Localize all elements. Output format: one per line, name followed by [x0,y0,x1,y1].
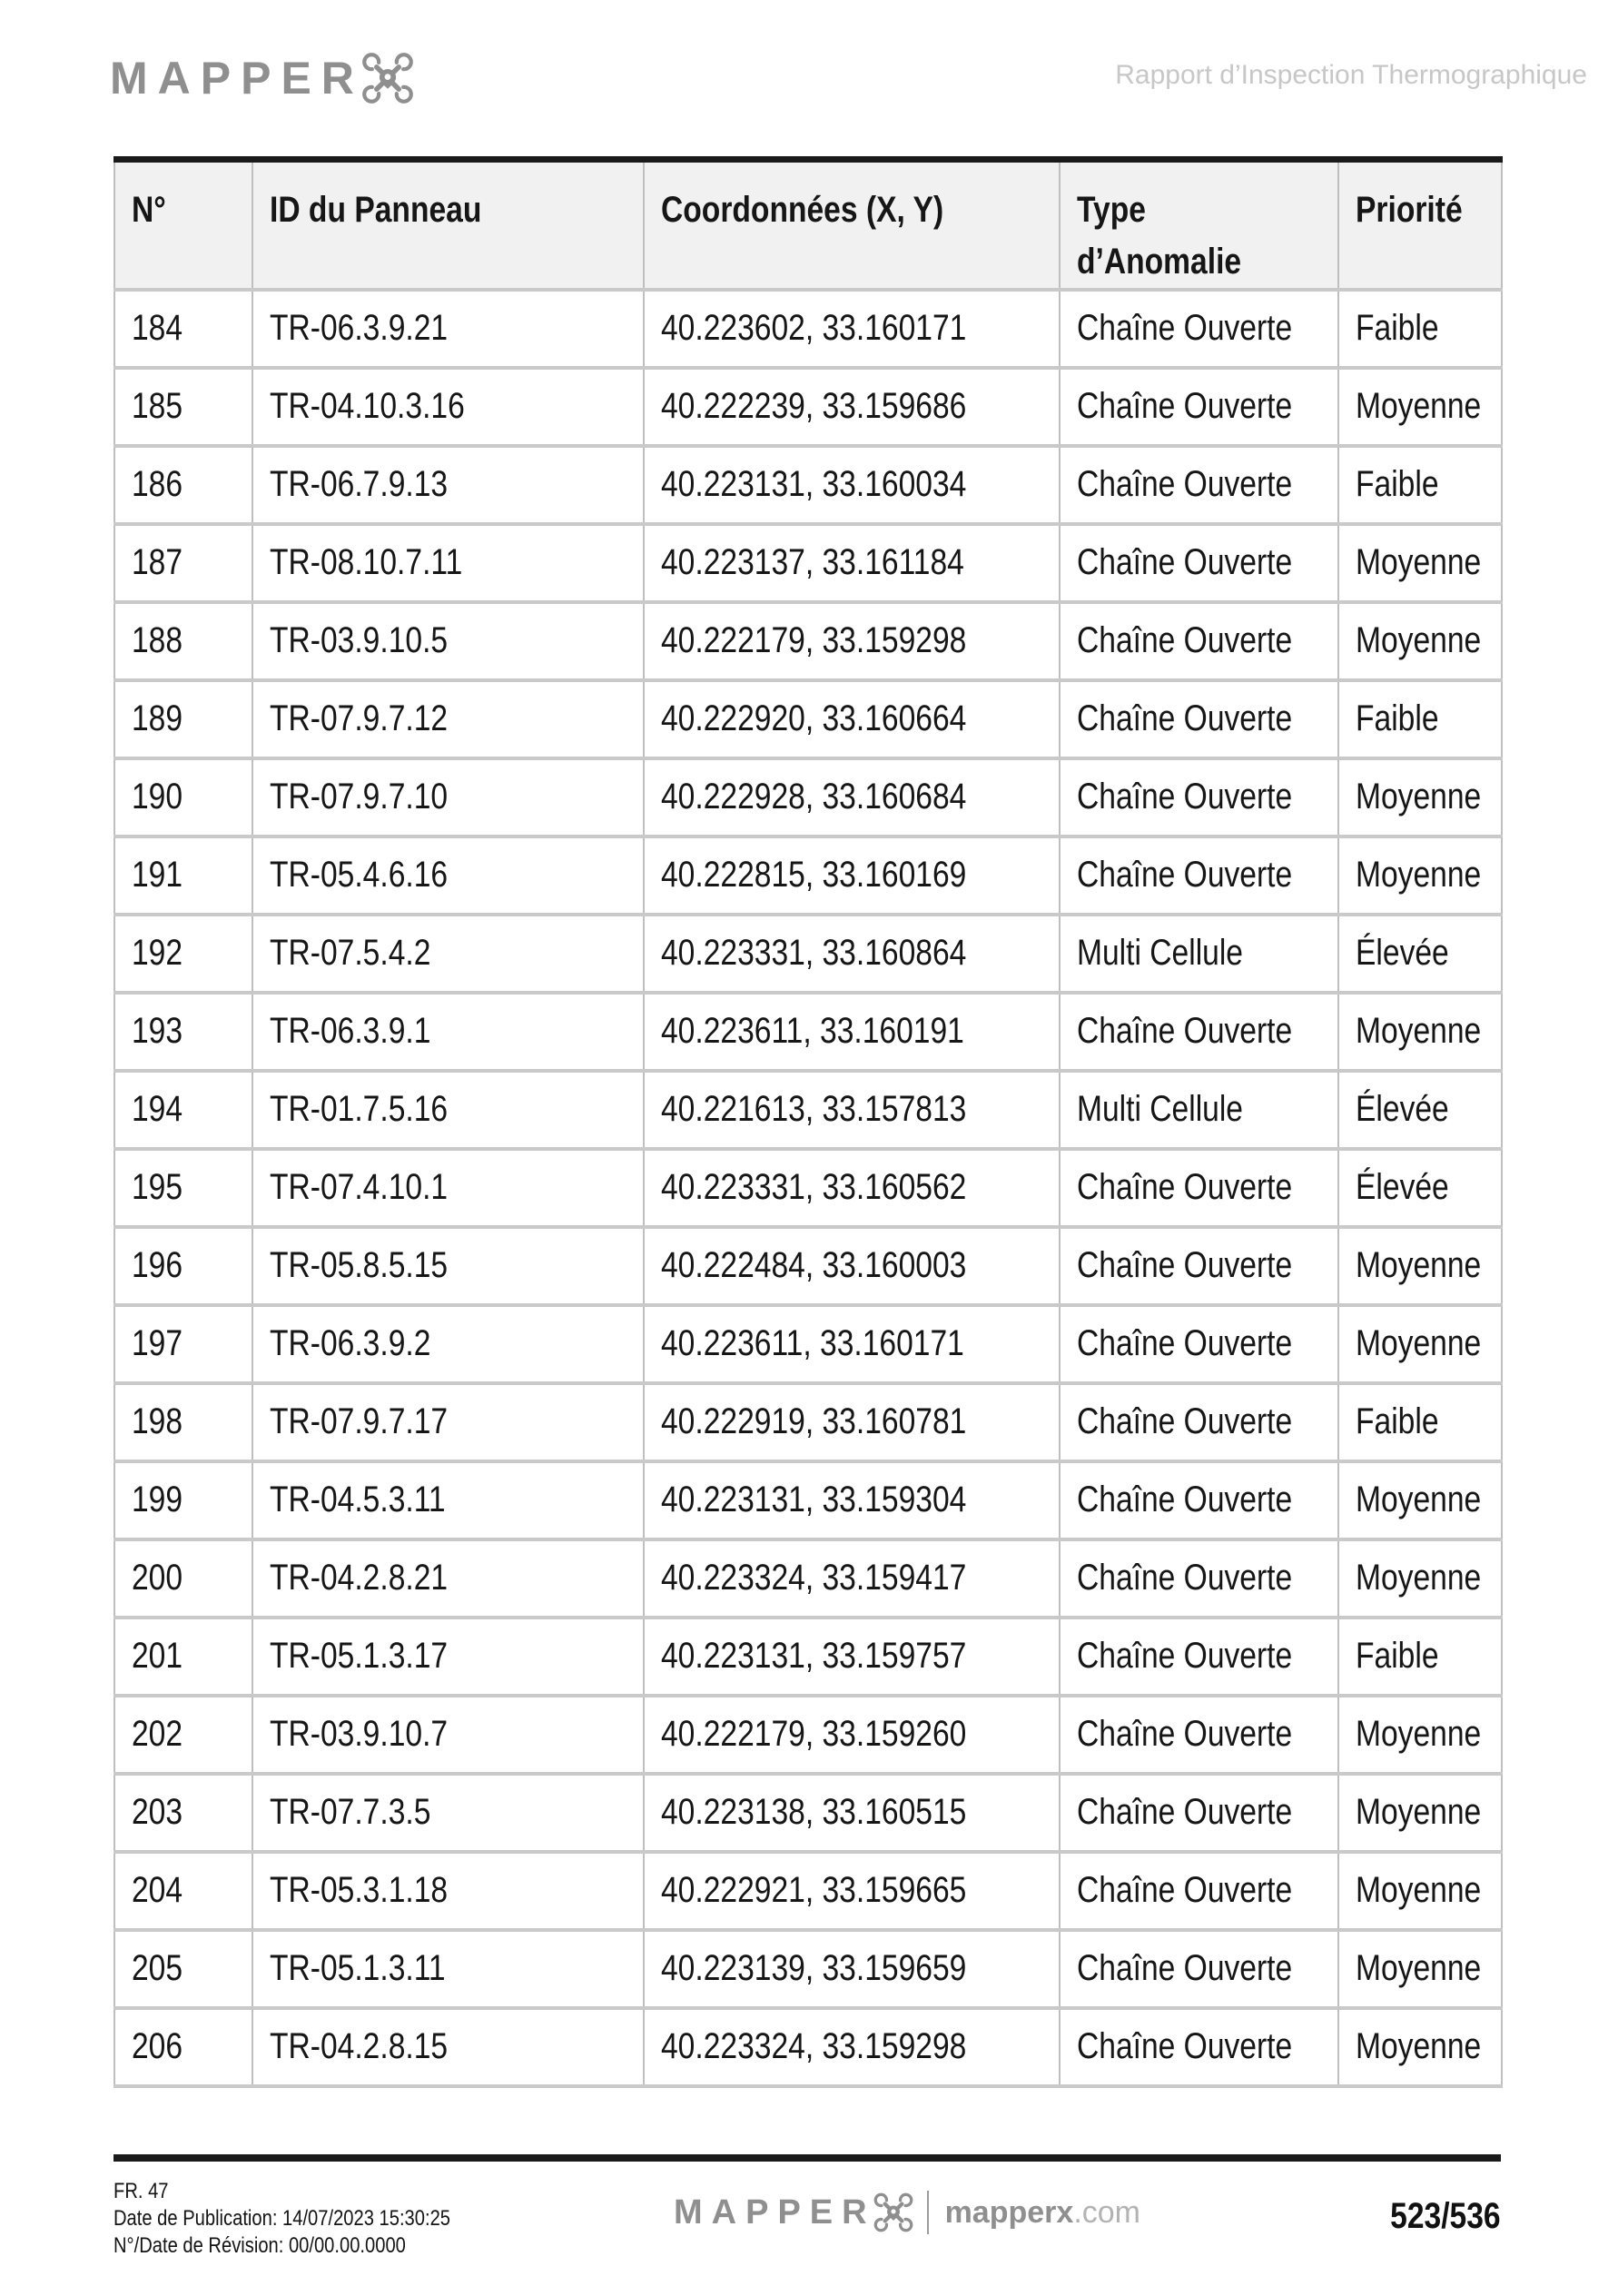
table-row [114,2008,1502,2086]
cell-priority: Moyenne [1356,542,1482,583]
cell-panel-id: TR-06.7.9.13 [270,464,449,505]
cell-priority: Faible [1356,1401,1439,1442]
cell-coordinates: 40.222921, 33.159665 [661,1870,967,1911]
cell-num: 190 [132,777,183,817]
cell-num: 185 [132,386,183,427]
cell-coordinates: 40.223324, 33.159417 [661,1558,967,1598]
cell-anomaly-type: Chaîne Ouverte [1077,1714,1293,1755]
cell-coordinates: 40.223137, 33.161184 [661,542,964,583]
cell-panel-id: TR-06.3.9.21 [270,308,449,349]
cell-coordinates: 40.222920, 33.160664 [661,698,967,739]
cell-anomaly-type: Chaîne Ouverte [1077,1401,1293,1442]
table-row [114,915,1502,993]
cell-panel-id: TR-05.1.3.11 [270,1948,446,1989]
cell-num: 201 [132,1636,183,1677]
cell-coordinates: 40.223139, 33.159659 [661,1948,967,1989]
cell-coordinates: 40.223138, 33.160515 [661,1792,967,1833]
cell-priority: Moyenne [1356,2026,1482,2067]
cell-panel-id: TR-03.9.10.5 [270,620,449,661]
cell-panel-id: TR-05.1.3.17 [270,1636,449,1677]
cell-priority: Moyenne [1356,1011,1482,1052]
cell-anomaly-type: Chaîne Ouverte [1077,620,1293,661]
cell-anomaly-type: Chaîne Ouverte [1077,542,1293,583]
cell-priority: Moyenne [1356,777,1482,817]
footer-website [945,2197,1140,2228]
cell-panel-id: TR-05.3.1.18 [270,1870,449,1911]
table-row [114,602,1502,680]
cell-priority: Moyenne [1356,1245,1482,1286]
col-header-num: N° [132,190,166,230]
cell-coordinates: 40.222239, 33.159686 [661,386,967,427]
cell-priority: Moyenne [1356,1480,1482,1520]
cell-priority: Faible [1356,308,1439,349]
cell-num: 204 [132,1870,183,1911]
table-row [114,1852,1502,1930]
cell-num: 184 [132,308,183,349]
cell-priority: Moyenne [1356,1323,1482,1364]
cell-coordinates: 40.222179, 33.159260 [661,1714,967,1755]
cell-num: 186 [132,464,183,505]
revision-date: N°/Date de Révision: 00/00.00.0000 [113,2233,406,2258]
cell-num: 203 [132,1792,183,1833]
cell-coordinates: 40.222179, 33.159298 [661,620,967,661]
cell-coordinates: 40.223131, 33.159304 [661,1480,967,1520]
cell-num: 195 [132,1167,183,1208]
table-row [114,1149,1502,1227]
cell-priority: Moyenne [1356,1792,1482,1833]
cell-coordinates: 40.221613, 33.157813 [661,1089,967,1130]
cell-panel-id: TR-04.2.8.21 [270,1558,449,1598]
cell-priority: Faible [1356,698,1439,739]
table-row [114,1071,1502,1149]
table-header-row [114,160,1502,290]
cell-panel-id: TR-04.2.8.15 [270,2026,449,2067]
table-row [114,993,1502,1071]
cell-num: 197 [132,1323,183,1364]
table-row [114,1305,1502,1383]
col-header-priority: Priorité [1356,190,1463,230]
footer-brand [674,2191,1140,2234]
cell-panel-id: TR-06.3.9.2 [270,1323,431,1364]
table-row [114,1383,1502,1461]
cell-priority: Élevée [1356,933,1449,974]
table-row [114,368,1502,446]
cell-coordinates: 40.222919, 33.160781 [661,1401,967,1442]
cell-panel-id: TR-07.4.10.1 [270,1167,449,1208]
cell-priority: Moyenne [1356,1948,1482,1989]
cell-priority: Faible [1356,464,1439,505]
cell-anomaly-type: Chaîne Ouverte [1077,698,1293,739]
cell-panel-id: TR-04.5.3.11 [270,1480,446,1520]
cell-num: 192 [132,933,183,974]
table-row [114,1774,1502,1852]
cell-anomaly-type: Chaîne Ouverte [1077,464,1293,505]
cell-panel-id: TR-05.4.6.16 [270,855,449,896]
cell-coordinates: 40.223131, 33.160034 [661,464,967,505]
cell-num: 187 [132,542,183,583]
cell-anomaly-type: Chaîne Ouverte [1077,2026,1293,2067]
cell-coordinates: 40.223611, 33.160171 [661,1323,964,1364]
cell-num: 202 [132,1714,183,1755]
cell-anomaly-type: Chaîne Ouverte [1077,1011,1293,1052]
cell-panel-id: TR-06.3.9.1 [270,1011,431,1052]
cell-priority: Moyenne [1356,1870,1482,1911]
cell-panel-id: TR-05.8.5.15 [270,1245,449,1286]
cell-panel-id: TR-01.7.5.16 [270,1089,449,1130]
table-row [114,446,1502,524]
cell-priority: Moyenne [1356,386,1482,427]
col-header-anomaly-type: Type d’Anomalie [1077,190,1242,282]
footer-separator [927,2191,929,2234]
table-row [114,524,1502,602]
footer-site-tld: .com [1073,2195,1140,2230]
table-row [114,290,1502,368]
cell-anomaly-type: Chaîne Ouverte [1077,1167,1293,1208]
cell-panel-id: TR-04.10.3.16 [270,386,465,427]
cell-coordinates: 40.222815, 33.160169 [661,855,967,896]
cell-num: 188 [132,620,183,661]
table-row [114,758,1502,836]
page-number: 523/536 [1390,2196,1501,2236]
table-row [114,836,1502,915]
cell-num: 205 [132,1948,183,1989]
cell-priority: Élevée [1356,1167,1449,1208]
cell-coordinates: 40.223131, 33.159757 [661,1636,967,1677]
cell-panel-id: TR-07.7.3.5 [270,1792,431,1833]
col-header-coordinates: Coordonnées (X, Y) [661,190,944,230]
cell-num: 198 [132,1401,183,1442]
cell-num: 206 [132,2026,183,2067]
cell-anomaly-type: Chaîne Ouverte [1077,1948,1293,1989]
cell-anomaly-type: Chaîne Ouverte [1077,1480,1293,1520]
cell-priority: Moyenne [1356,1558,1482,1598]
cell-panel-id: TR-07.9.7.12 [270,698,449,739]
cell-anomaly-type: Chaîne Ouverte [1077,1323,1293,1364]
table-row [114,1539,1502,1618]
cell-priority: Moyenne [1356,1714,1482,1755]
cell-anomaly-type: Chaîne Ouverte [1077,1792,1293,1833]
cell-priority: Moyenne [1356,620,1482,661]
cell-panel-id: TR-03.9.10.7 [270,1714,449,1755]
cell-coordinates: 40.223611, 33.160191 [661,1011,964,1052]
cell-num: 193 [132,1011,183,1052]
cell-panel-id: TR-07.9.7.17 [270,1401,449,1442]
cell-priority: Élevée [1356,1089,1449,1130]
brand-logo [110,51,415,105]
cell-coordinates: 40.223324, 33.159298 [661,2026,967,2067]
cell-priority: Faible [1356,1636,1439,1677]
cell-num: 196 [132,1245,183,1286]
cell-num: 191 [132,855,183,896]
footer-site-name: mapperx [944,2195,1074,2230]
cell-num: 200 [132,1558,183,1598]
cell-panel-id: TR-08.10.7.11 [270,542,463,583]
cell-coordinates: 40.222928, 33.160684 [661,777,967,817]
table-row [114,1227,1502,1305]
form-code: FR. 47 [113,2179,169,2203]
drone-logo-icon [364,51,415,105]
cell-coordinates: 40.223331, 33.160562 [661,1167,967,1208]
table-row [114,1696,1502,1774]
cell-coordinates: 40.223331, 33.160864 [661,933,967,974]
footer-drone-logo-icon [876,2192,914,2233]
cell-anomaly-type: Chaîne Ouverte [1077,308,1293,349]
cell-coordinates: 40.223602, 33.160171 [661,308,967,349]
cell-coordinates: 40.222484, 33.160003 [661,1245,967,1286]
brand-wordmark: MAPPER [110,53,364,104]
cell-anomaly-type: Chaîne Ouverte [1077,386,1293,427]
footer-rule [113,2154,1501,2162]
table-row [114,680,1502,758]
table-row [114,1461,1502,1539]
cell-anomaly-type: Chaîne Ouverte [1077,1636,1293,1677]
cell-panel-id: TR-07.9.7.10 [270,777,449,817]
cell-priority: Moyenne [1356,855,1482,896]
cell-anomaly-type: Chaîne Ouverte [1077,1558,1293,1598]
cell-num: 189 [132,698,183,739]
cell-anomaly-type: Chaîne Ouverte [1077,855,1293,896]
cell-num: 199 [132,1480,183,1520]
footer-meta [113,2178,515,2260]
col-header-panel-id: ID du Panneau [270,190,482,230]
cell-anomaly-type: Chaîne Ouverte [1077,777,1293,817]
cell-num: 194 [132,1089,183,1130]
cell-anomaly-type: Chaîne Ouverte [1077,1245,1293,1286]
cell-panel-id: TR-07.5.4.2 [270,933,431,974]
table-row [114,1618,1502,1696]
cell-anomaly-type: Multi Cellule [1077,1089,1244,1130]
anomaly-table [113,156,1503,2088]
footer-brand-wordmark: MAPPER [674,2193,876,2232]
cell-anomaly-type: Chaîne Ouverte [1077,1870,1293,1911]
publication-date: Date de Publication: 14/07/2023 15:30:25 [113,2206,451,2231]
report-title: Rapport d’Inspection Thermographique [1115,60,1587,90]
cell-anomaly-type: Multi Cellule [1077,933,1244,974]
table-row [114,1930,1502,2008]
